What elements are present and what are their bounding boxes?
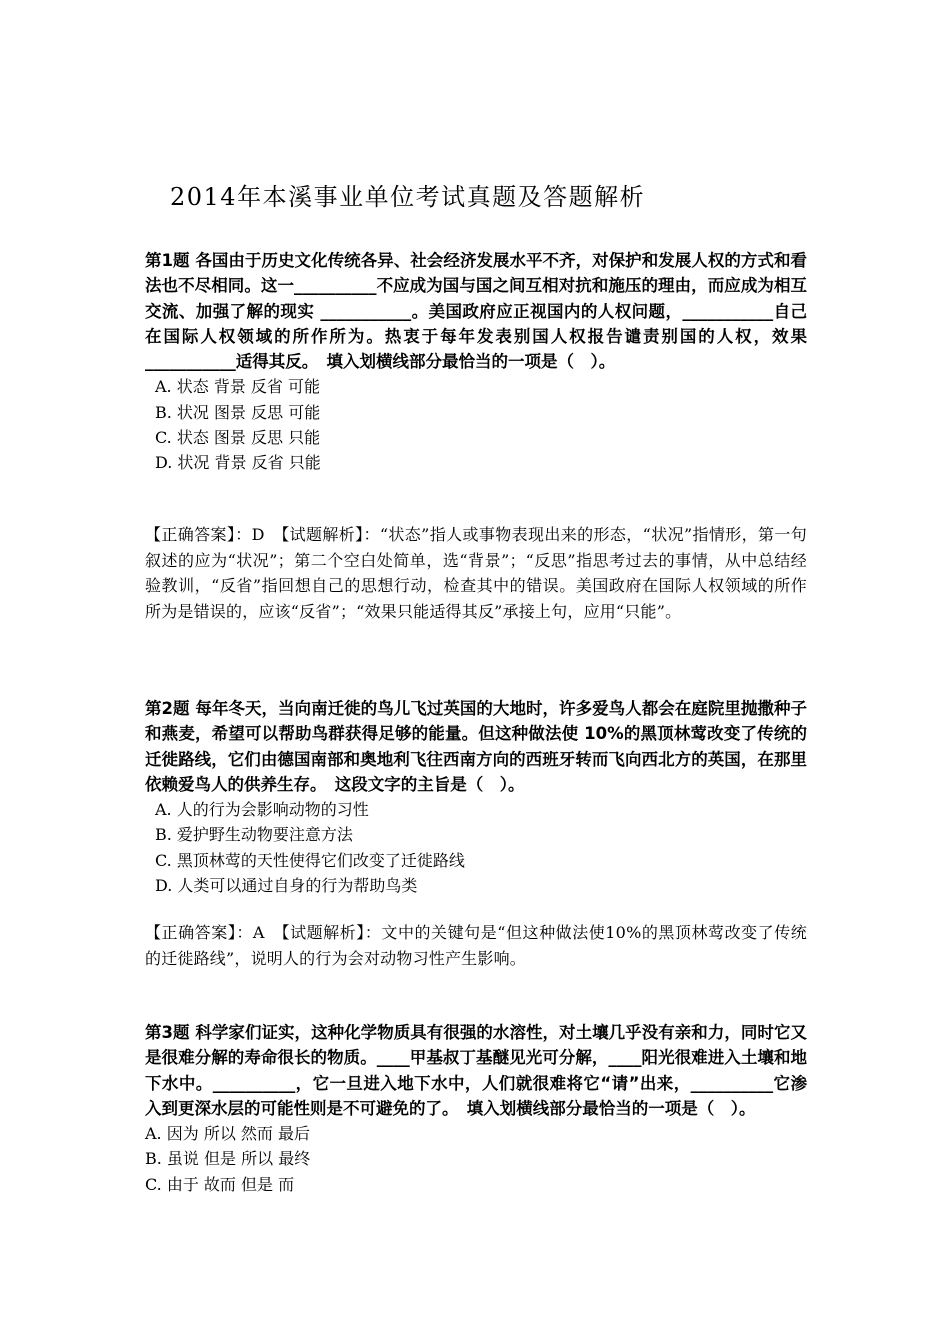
question-1-options bbox=[145, 374, 807, 475]
option-d: D. 状况 背景 反省 只能 bbox=[155, 453, 321, 473]
option-a: A. 因为 所以 然而 最后 bbox=[145, 1124, 310, 1144]
option-b: B. 状况 图景 反思 可能 bbox=[155, 402, 321, 422]
question-3 bbox=[145, 1020, 807, 1197]
question-1-answer bbox=[145, 522, 807, 624]
option-a: A. 状态 背景 反省 可能 bbox=[155, 377, 320, 397]
question-1-stem: 第1题 各国由于历史文化传统各异、社会经济发展水平不齐，对保护和发展人权的方式和看法也不尽相同。这一__________不应成为国与国之间互相对抗和施压的理由，而应成为相互交流、加强了解的现实 ___________。美国政府应正视国内的人权问题，___________自己在国际人权领域的所作所为。热衷于每年发表别国人权报告谴责别国的人权，效果___________适得其反。 填入划横线部分最恰当的一项是（ ）。 bbox=[145, 251, 807, 372]
question-2-answer bbox=[145, 920, 807, 971]
document-title: 2014年本溪事业单位考试真题及答题解析 bbox=[170, 183, 646, 211]
question-1 bbox=[145, 248, 807, 476]
option-a: A. 人的行为会影响动物的习性 bbox=[155, 800, 369, 820]
question-2-stem: 第2题 每年冬天，当向南迁徙的鸟儿飞过英国的大地时，许多爱鸟人都会在庭院里抛撒种子和燕麦，希望可以帮助鸟群获得足够的能量。但这种做法使 10%的黑顶林莺改变了传统的迁徙路线，它们由德国南部和奥地利飞往西南方向的西班牙转而飞向西北方的英国，在那里依赖爱鸟人的供养生存。 这段文字的主旨是（ ）。 bbox=[145, 699, 807, 794]
answer-explanation: 【正确答案】：A 【试题解析】：文中的关键句是“但这种做法使10%的黑顶林莺改变了传统的迁徙路线”，说明人的行为会对动物习性产生影响。 bbox=[145, 923, 807, 968]
question-2 bbox=[145, 696, 807, 898]
option-c: C. 黑顶林莺的天性使得它们改变了迁徙路线 bbox=[155, 850, 465, 870]
answer-explanation: 【正确答案】：D 【试题解析】：“状态”指人或事物表现出来的形态，“状况”指情形，第一句叙述的应为“状况”；第二个空白处简单，选“背景”；“反思”指思考过去的事情，从中总结经验教训，“反省”指回想自己的思想行动，检查其中的错误。美国政府在国际人权领域的所作所为是错误的，应该“反省”；“效果只能适得其反”承接上句，应用“只能”。 bbox=[145, 525, 807, 621]
option-c: C. 状态 图景 反思 只能 bbox=[155, 428, 321, 448]
option-b: B. 爱护野生动物要注意方法 bbox=[155, 825, 353, 845]
option-c: C. 由于 故而 但是 而 bbox=[145, 1174, 295, 1194]
option-b: B. 虽说 但是 所以 最终 bbox=[145, 1149, 311, 1169]
question-2-options bbox=[145, 797, 807, 898]
option-d: D. 人类可以通过自身的行为帮助鸟类 bbox=[155, 876, 418, 896]
question-3-stem: 第3题 科学家们证实，这种化学物质具有很强的水溶性，对土壤几乎没有亲和力，同时它又是很难分解的寿命很长的物质。____甲基叔丁基醚见光可分解，____阳光很难进入土壤和地下水中。__________，它一旦进入地下水中，人们就很难将它“请”出来，__________它渗入到更深水层的可能性则是不可避免的了。 填入划横线部分最恰当的一项是（ ）。 bbox=[145, 1023, 807, 1118]
question-3-options bbox=[145, 1121, 807, 1197]
